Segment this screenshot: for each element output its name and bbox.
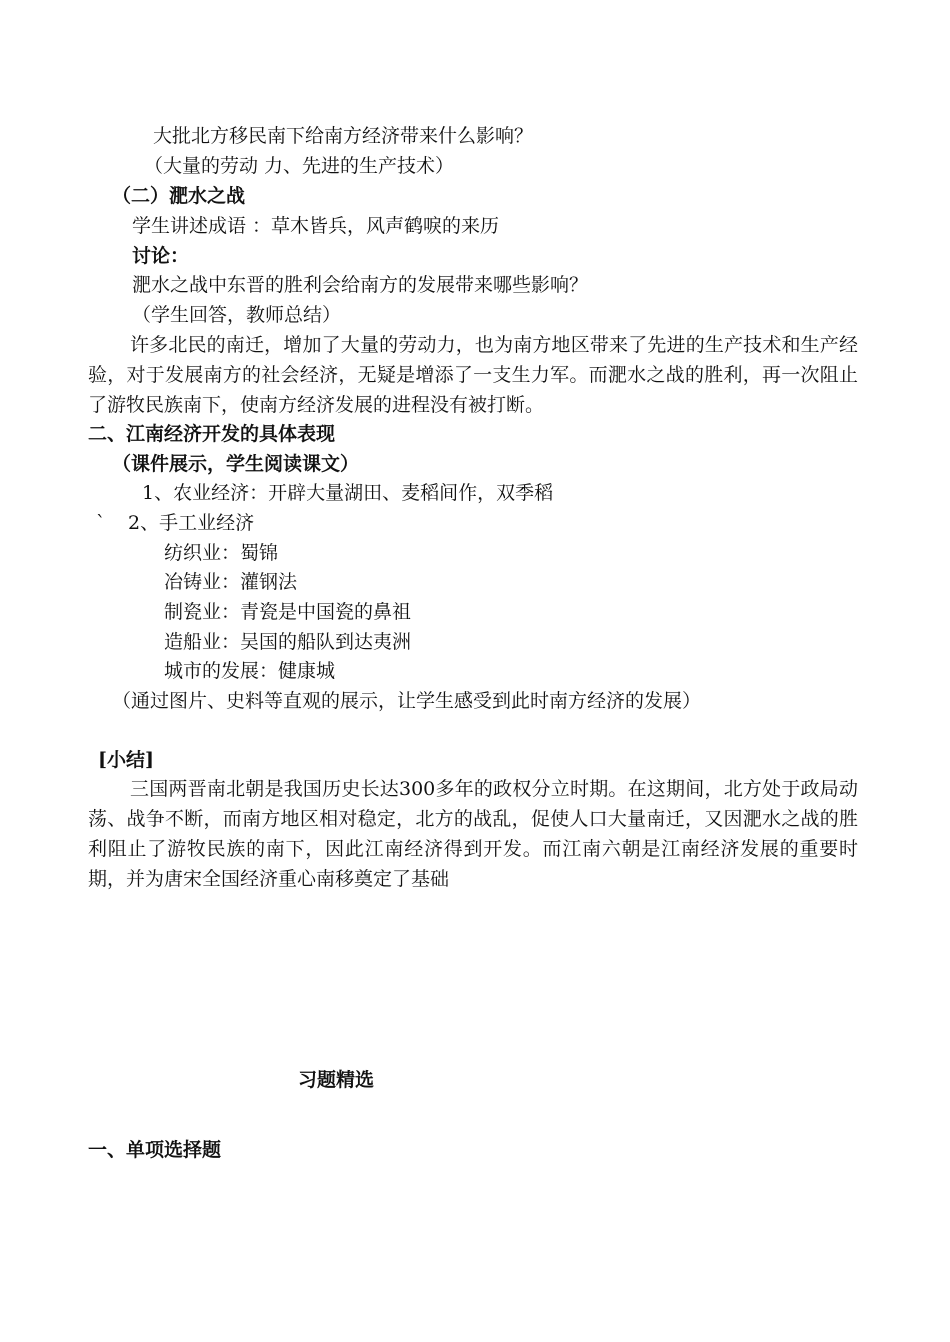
sub-item-porcelain: 制瓷业：青瓷是中国瓷的鼻祖 bbox=[164, 601, 412, 623]
discussion-label: 讨论： bbox=[132, 245, 190, 267]
list-item-agriculture: 1、农业经济：开辟大量湖田、麦稻间作，双季稻 bbox=[142, 482, 554, 504]
exercise-section-single-choice: 一、单项选择题 bbox=[88, 1139, 222, 1161]
discussion-question: 淝水之战中东晋的胜利会给南方的发展带来哪些影响？ bbox=[132, 274, 589, 296]
section-heading-jiangnan: 二、江南经济开发的具体表现 bbox=[88, 423, 336, 445]
section-heading-feishui: （二）淝水之战 bbox=[112, 185, 246, 207]
idiom-activity: 学生讲述成语 ：草木皆兵，风声鹤唳的来历 bbox=[132, 215, 500, 237]
exercises-title: 习题精选 bbox=[298, 1069, 375, 1091]
student-answer-note: （学生回答，教师总结） bbox=[132, 304, 342, 326]
sub-item-shipbuilding: 造船业：吴国的船队到达夷洲 bbox=[164, 631, 412, 653]
sub-item-metallurgy: 冶铸业：灌钢法 bbox=[164, 571, 298, 593]
sub-item-textile: 纺织业：蜀锦 bbox=[164, 542, 279, 564]
stray-backtick: ` bbox=[96, 512, 106, 534]
summary-heading: [小结] bbox=[98, 749, 154, 771]
summary-paragraph: 三国两晋南北朝是我国历史长达300多年的政权分立时期。在这期间，北方处于政局动荡、战争不断，而南方地区相对稳定，北方的战乱，促使人口大量南迁，又因淝水之战的胜利阻止了游牧民族的南下，因此江南经济得到开发。而江南六朝是江南经济发展的重要时期，并为唐宋全国经济重心南移奠定了基础 bbox=[88, 778, 858, 890]
question-northern-migrants: 大批北方移民南下给南方经济带来什么影响？ bbox=[153, 125, 534, 147]
paragraph-migration-impact: 许多北民的南迁，增加了大量的劳动力，也为南方地区带来了先进的生产技术和生产经验，对于发展南方的社会经济，无疑是增添了一支生力军。而淝水之战的胜利，再一次阻止了游牧民族南下，使南方经济发展的进程没有被打断。 bbox=[88, 334, 858, 416]
answer-labor-technology: （大量的劳动 力、先进的生产技术） bbox=[144, 155, 455, 177]
list-item-handicraft: 2、手工业经济 bbox=[128, 512, 255, 534]
closing-note: （通过图片、史料等直观的展示，让学生感受到此时南方经济的发展） bbox=[112, 690, 702, 712]
sub-item-city: 城市的发展：健康城 bbox=[164, 660, 336, 682]
courseware-note: （课件展示，学生阅读课文） bbox=[112, 453, 360, 475]
